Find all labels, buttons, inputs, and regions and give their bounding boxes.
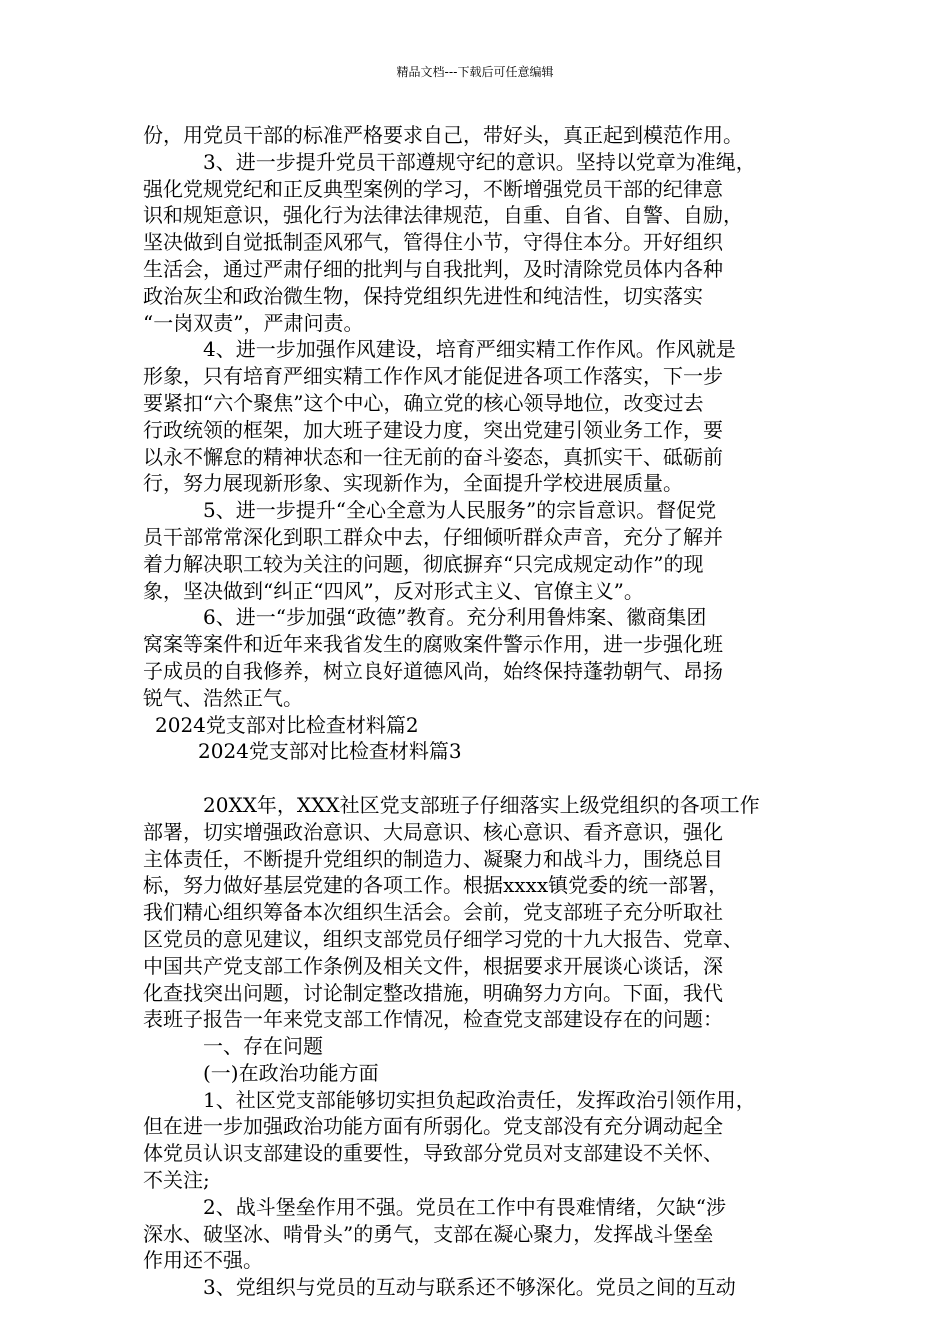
paragraph-line: 化查找突出问题，讨论制定整改措施，明确努力方向。下面，我代 bbox=[143, 980, 723, 1005]
paragraph-line: 识和规矩意识，强化行为法律法律规范，自重、自省、自警、自励， bbox=[143, 203, 743, 228]
paragraph-line: 象，坚决做到“纠正“四风”，反对形式主义、官僚主义”。 bbox=[143, 578, 644, 603]
paragraph-line: 6、进一“步加强“政德”教育。充分利用鲁炜案、徽商集团 bbox=[203, 605, 707, 630]
paragraph-line: 不关注; bbox=[143, 1168, 210, 1193]
paragraph-line: 1、社区党支部能够切实担负起政治责任，发挥政治引领作用， bbox=[203, 1087, 756, 1112]
paragraph-line: 但在进一步加强政治功能方面有所弱化。党支部没有充分调动起全 bbox=[143, 1114, 723, 1139]
paragraph-line: 3、党组织与党员的互动与联系还不够深化。党员之间的互动 bbox=[203, 1275, 736, 1300]
paragraph-line: 生活会，通过严肃仔细的批判与自我批判，及时清除党员体内各种 bbox=[143, 256, 723, 281]
paragraph-line: 部署，切实增强政治意识、大局意识、核心意识、看齐意识，强化 bbox=[143, 819, 723, 844]
section-heading: 2024党支部对比检查材料篇3 bbox=[198, 739, 462, 764]
paragraph-line: 2、战斗堡垒作用不强。党员在工作中有畏难情绪，欠缺“涉 bbox=[203, 1194, 726, 1219]
paragraph-line: 形象，只有培育严细实精工作作风才能促进各项工作落实，下一步 bbox=[143, 364, 723, 389]
paragraph-line: 体党员认识支部建设的重要性，导致部分党员对支部建设不关怀、 bbox=[143, 1141, 723, 1166]
paragraph-line: 中国共产党支部工作条例及相关文件，根据要求开展谈心谈话，深 bbox=[143, 953, 723, 978]
page-header: 精品文档---下载后可任意编辑 bbox=[396, 65, 554, 79]
paragraph-line: 要紧扣“六个聚焦”这个中心，确立党的核心领导地位，改变过去 bbox=[143, 390, 704, 415]
document-body bbox=[143, 122, 863, 1301]
paragraph-line: 主体责任，不断提升党组织的制造力、凝聚力和战斗力，围绕总目 bbox=[143, 846, 723, 871]
paragraph-line: 锐气、浩然正气。 bbox=[143, 685, 303, 710]
paragraph-line: “一岗双责”，严肃问责。 bbox=[143, 310, 364, 335]
paragraph-line: 3、进一步提升党员干部遵规守纪的意识。坚持以党章为准绳， bbox=[203, 149, 756, 174]
paragraph-line: 5、进一步提升“全心全意为人民服务”的宗旨意识。督促党 bbox=[203, 498, 717, 523]
paragraph-line: 坚决做到自觉抵制歪风邪气，管得住小节，守得住本分。开好组织 bbox=[143, 230, 723, 255]
paragraph-line: 作用还不强。 bbox=[143, 1248, 263, 1273]
paragraph-line: 20XX年，XXX社区党支部班子仔细落实上级党组织的各项工作 bbox=[203, 792, 760, 817]
paragraph-line: 强化党规党纪和正反典型案例的学习，不断增强党员干部的纪律意 bbox=[143, 176, 723, 201]
blank-line bbox=[143, 765, 863, 792]
paragraph-line: 4、进一步加强作风建设，培育严细实精工作作风。作风就是 bbox=[203, 337, 736, 362]
paragraph-line: 我们精心组织筹备本次组织生活会。会前，党支部班子充分听取社 bbox=[143, 900, 723, 925]
paragraph-line: 子成员的自我修养，树立良好道德风尚，始终保持蓬勃朝气、昂扬 bbox=[143, 658, 723, 683]
paragraph-line: 行政统领的框架，加大班子建设力度，突出党建引领业务工作，要 bbox=[143, 417, 723, 442]
paragraph-line: 份，用党员干部的标准严格要求自己，带好头，真正起到模范作用。 bbox=[143, 123, 743, 147]
paragraph-line: 员干部常常深化到职工群众中去，仔细倾听群众声音，充分了解并 bbox=[143, 524, 723, 549]
paragraph-line: 着力解决职工较为关注的问题，彻底摒弃“只完成规定动作”的现 bbox=[143, 551, 704, 576]
paragraph-line: 表班子报告一年来党支部工作情况，检查党支部建设存在的问题： bbox=[143, 1007, 723, 1032]
subsection-heading: 一、存在问题 bbox=[203, 1034, 323, 1059]
paragraph-line: 政治灰尘和政治微生物，保持党组织先进性和纯洁性，切实落实 bbox=[143, 283, 703, 308]
paragraph-line: 标，努力做好基层党建的各项工作。根据xxxx镇党委的统一部署， bbox=[143, 873, 729, 898]
paragraph-line: 行，努力展现新形象、实现新作为，全面提升学校进展质量。 bbox=[143, 471, 683, 496]
paragraph-line: 窝案等案件和近年来我省发生的腐败案件警示作用，进一步强化班 bbox=[143, 632, 723, 657]
section-heading: 2024党支部对比检查材料篇2 bbox=[155, 712, 419, 737]
paragraph-line: 区党员的意见建议，组织支部党员仔细学习党的十九大报告、党章、 bbox=[143, 926, 743, 951]
paragraph-line: 以永不懈怠的精神状态和一往无前的奋斗姿态，真抓实干、砥砺前 bbox=[143, 444, 723, 469]
paragraph-line: 深水、破坚冰、啃骨头”的勇气，支部在凝心聚力，发挥战斗堡垒 bbox=[143, 1221, 714, 1246]
subsection-heading: (一)在政治功能方面 bbox=[203, 1060, 379, 1085]
